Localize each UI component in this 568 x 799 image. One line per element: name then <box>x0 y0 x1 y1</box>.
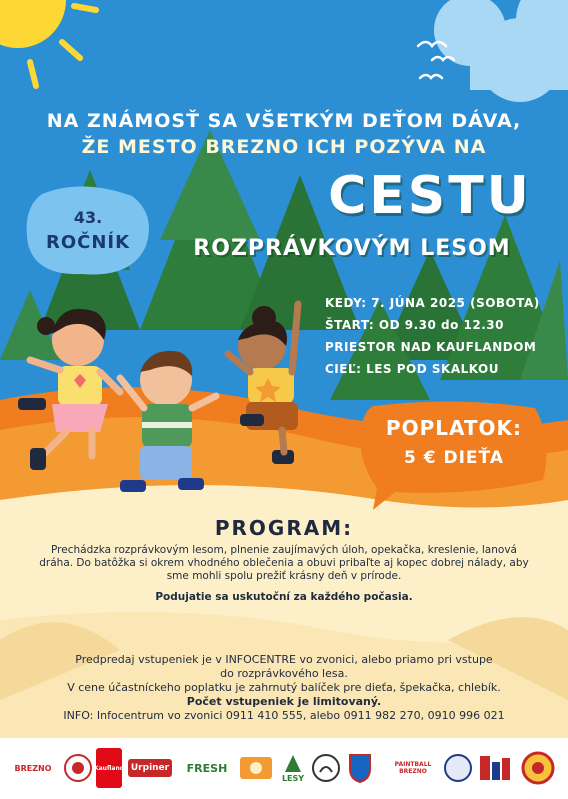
sponsor-logo-paintball: PAINTBALL BREZNO <box>394 761 432 775</box>
circle-logo-icon <box>443 753 473 783</box>
event-date: KEDY: 7. JÚNA 2025 (SOBOTA) <box>325 296 540 310</box>
intro-line-2: ŽE MESTO BREZNO ICH POZÝVA NA <box>81 136 487 158</box>
anniversary-emblem-icon <box>63 753 93 783</box>
coat-of-arms-icon <box>348 753 372 783</box>
event-start-place: PRIESTOR NAD KAUFLANDOM <box>325 340 537 354</box>
sponsor-logo-urpiner: Urpiner <box>126 748 174 788</box>
sponsor-logo-fresh: FRESH <box>186 761 228 775</box>
program-description: Prechádzka rozprávkovým lesom, plnenie zaujímavých úloh, opekačka, kreslenie, lanová dráha. Do batôžka si okrem vhodného oblečenia a obuvi pribaľte aj kopec dobrej nálady, aby sme mohli spolu prežiť krásny deň v prírode. <box>39 544 529 582</box>
sponsor-logo-circle <box>442 748 474 788</box>
presale-line-3: V cene účastníckeho poplatku je zahrnutý balíček pre dieťa, špekačka, chlebík. <box>67 681 501 694</box>
presale-line-4: Počet vstupeniek je limitovaný. <box>186 695 382 708</box>
tree-logo-icon <box>283 754 303 774</box>
sponsor-logo-ddk <box>476 748 514 788</box>
fee-value: 5 € DIEŤA <box>404 448 504 468</box>
presale-line-2: do rozprávkového lesa. <box>220 667 348 680</box>
program-weather-note: Podujatie sa uskutoční za každého počasia. <box>155 591 413 603</box>
sponsor-logo-club <box>518 748 558 788</box>
food-logo-icon <box>239 756 273 780</box>
fee-title: POPLATOK: <box>385 416 523 440</box>
event-title: CESTU <box>328 166 532 226</box>
club-emblem-icon <box>521 751 555 785</box>
ddk-logo-icon <box>478 754 512 782</box>
sponsor-logo-kaufland: Kaufland <box>96 748 122 788</box>
program-title: PROGRAM: <box>214 516 354 540</box>
event-start-time: ŠTART: OD 9.30 do 12.30 <box>325 318 504 332</box>
sponsor-logo-coat-of-arms <box>344 748 376 788</box>
sponsor-logo-round <box>310 748 342 788</box>
round-emblem-icon <box>311 753 341 783</box>
sponsor-logo-food <box>238 748 274 788</box>
sponsor-logo-anniversary <box>62 748 94 788</box>
sponsor-logo-brezno: BREZNO <box>14 763 52 773</box>
event-subtitle: ROZPRÁVKOVÝM LESOM <box>193 236 511 261</box>
edition-number: 43. <box>73 208 103 227</box>
edition-label: ROČNÍK <box>45 232 131 253</box>
presale-line-1: Predpredaj vstupeniek je v INFOCENTRE vo zvonici, alebo priamo pri vstupe <box>75 653 493 666</box>
intro-line-1: NA ZNÁMOSŤ SA VŠETKÝM DEŤOM DÁVA, <box>46 110 522 132</box>
presale-contact: INFO: Infocentrum vo zvonici 0911 410 555, alebo 0911 982 270, 0910 996 021 <box>63 709 505 722</box>
event-goal: CIEĽ: LES POD SKALKOU <box>325 362 499 376</box>
sponsor-logo-lesy: LESY <box>278 748 308 788</box>
